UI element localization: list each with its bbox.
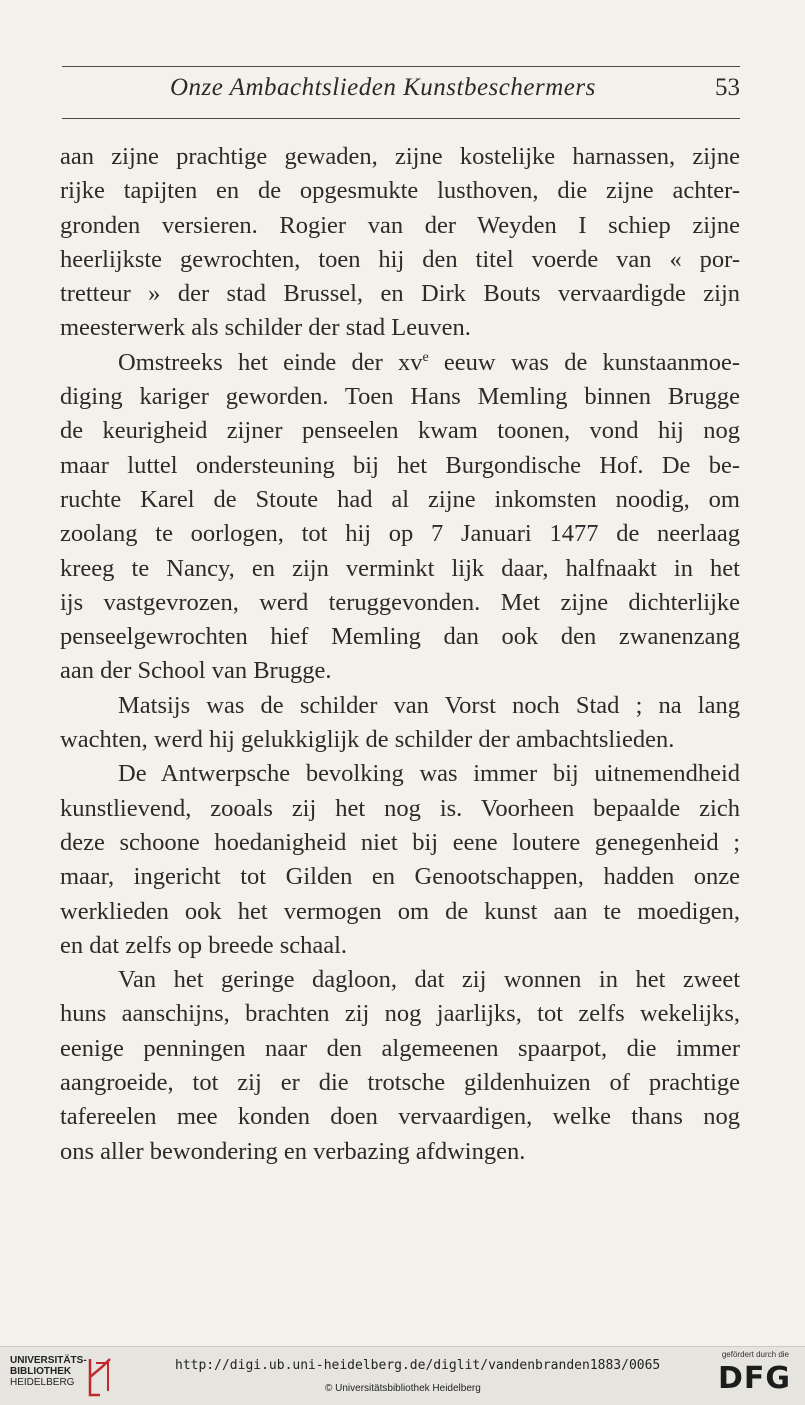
text-line: meesterwerk als schilder der stad Leuven.	[60, 314, 471, 342]
text-line: gronden versieren. Rogier van der Weyden I schiep zijne	[60, 211, 740, 239]
text-line: penseelgewrochten hief Memling dan ook den zwanenzang	[60, 623, 740, 651]
text-line: Matsijs was de schilder van Vorst noch Stad ; na lang	[118, 691, 740, 719]
page-header	[62, 74, 740, 114]
text-line: aan der School van Brugge.	[60, 657, 332, 685]
dfg-logo: DFG	[717, 1361, 791, 1396]
text-line: wachten, werd hij gelukkiglijk de schilder der ambachtslieden.	[60, 726, 675, 754]
text-line	[60, 346, 740, 380]
paragraph	[60, 689, 740, 758]
text-line: De Antwerpsche bevolking was immer bij uitnemendheid	[118, 760, 740, 788]
text-line: aangroeide, tot zij er die trotsche gildenhuizen of prachtige	[60, 1069, 740, 1097]
text-line: Van het geringe dagloon, dat zij wonnen in het zweet	[118, 966, 740, 994]
permalink[interactable]: http://digi.ub.uni-heidelberg.de/diglit/vandenbranden1883/0065	[175, 1358, 661, 1373]
body-text	[60, 140, 740, 1169]
paragraph	[60, 757, 740, 963]
superscript: e	[422, 349, 429, 365]
ub-heidelberg-logo-icon	[84, 1355, 114, 1399]
text-line: huns aanschijns, brachten zij nog jaarlijks, tot zelfs wekelijks,	[60, 1000, 740, 1028]
library-name-line: BIBLIOTHEK	[10, 1366, 72, 1377]
library-name	[10, 1355, 87, 1388]
text-line: deze schoone hoedanigheid niet bij eene loutere genegenheid ;	[60, 828, 740, 856]
paragraph	[60, 140, 740, 346]
text-line: diging kariger geworden. Toen Hans Memling binnen Brugge	[60, 383, 740, 411]
text-line: maar, ingericht tot Gilden en Genootschappen, hadden onze	[60, 863, 740, 891]
text-line: ruchte Karel de Stoute had al zijne inkomsten noodig, om	[60, 485, 740, 513]
text-line: kreeg te Nancy, en zijn verminkt lijk daar, halfnaakt in het	[60, 554, 740, 582]
running-head: Onze Ambachtslieden Kunstbeschermers	[170, 74, 596, 101]
text-line: heerlijkste gewrochten, toen hij den titel voerde van « por-	[60, 245, 740, 273]
header-rule-top	[62, 66, 740, 67]
text-line: werklieden ook het vermogen om de kunst aan te moedigen,	[60, 897, 740, 925]
text-fragment: Omstreeks het einde der xv	[118, 348, 423, 376]
text-line: de keurigheid zijner penseelen kwam toonen, vond hij nog	[60, 417, 740, 445]
page-number: 53	[715, 74, 740, 101]
text-line: eenige penningen naar den algemeenen spaarpot, die immer	[60, 1034, 740, 1062]
library-name-line: HEIDELBERG	[10, 1377, 75, 1388]
text-line: zoolang te oorlogen, tot hij op 7 Januari 1477 de neerlaag	[60, 520, 740, 548]
digitization-footer	[0, 1346, 805, 1405]
paragraph	[60, 346, 740, 689]
university-library-logo	[10, 1355, 160, 1399]
text-line: tafereelen mee konden doen vervaardigen, welke thans nog	[60, 1103, 740, 1131]
library-name-line: UNIVERSITÄTS-	[10, 1355, 87, 1366]
paragraph	[60, 963, 740, 1169]
text-line: aan zijne prachtige gewaden, zijne kostelijke harnassen, zijne	[60, 143, 740, 170]
header-rule-bottom	[62, 118, 740, 119]
text-fragment: eeuw was de kunstaanmoe-	[428, 348, 740, 376]
text-line: en dat zelfs op breede schaal.	[60, 931, 348, 959]
text-line: maar luttel ondersteuning bij het Burgondische Hof. De be-	[60, 451, 740, 479]
funding-note: gefördert durch die	[721, 1350, 789, 1359]
copyright-notice: © Universitätsbibliothek Heidelberg	[325, 1383, 481, 1394]
text-line: rijke tapijten en de opgesmukte lusthoven, die zijne achter-	[60, 177, 740, 205]
text-line: ijs vastgevrozen, werd teruggevonden. Met zijne dichterlijke	[60, 588, 740, 616]
text-line: kunstlievend, zooals zij het nog is. Voorheen bepaalde zich	[60, 794, 740, 822]
text-line: tretteur » der stad Brussel, en Dirk Bouts vervaardigde zijn	[60, 280, 740, 308]
text-line: ons aller bewondering en verbazing afdwingen.	[60, 1137, 526, 1165]
